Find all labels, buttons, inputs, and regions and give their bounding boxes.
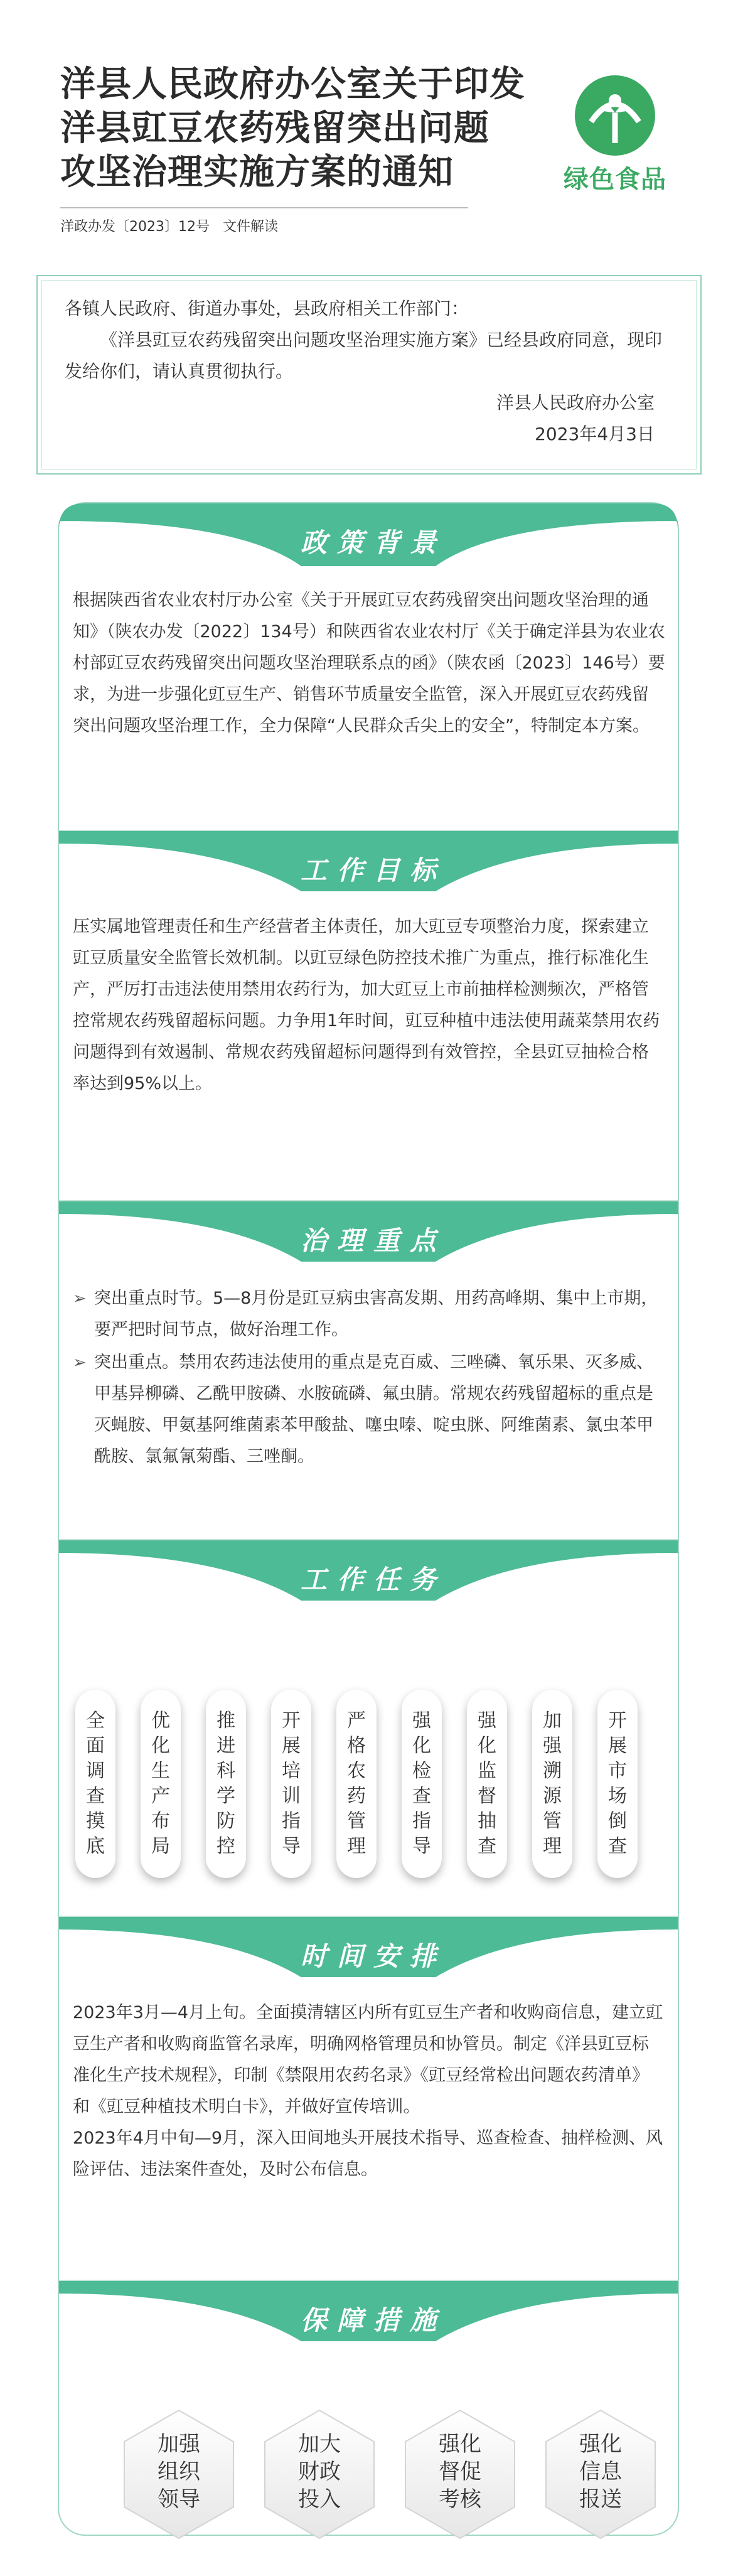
- measure-label-line: 领导: [158, 2487, 200, 2512]
- list-item: [73, 1283, 665, 1346]
- task-card-char: 导: [412, 1835, 431, 1857]
- task-card-char: 学: [217, 1785, 235, 1807]
- chevron-right-icon: ➢: [73, 1289, 87, 1308]
- notice-inner: [41, 280, 697, 470]
- section-banner: [59, 1201, 678, 1277]
- task-card: [467, 1690, 507, 1878]
- task-card-char: 严: [347, 1710, 366, 1732]
- title-line: 洋县豇豆农药残留突出问题: [60, 108, 489, 149]
- section-measures: [59, 2280, 678, 2531]
- measure-hexagon: [541, 2405, 660, 2543]
- measure-label-line: 考核: [439, 2487, 481, 2512]
- task-card-char: 强: [412, 1710, 431, 1732]
- measure-label: [260, 2430, 379, 2513]
- task-card-char: 导: [282, 1835, 301, 1857]
- section-focus: [59, 1200, 678, 1533]
- task-card-char: 查: [86, 1785, 105, 1807]
- section-title: 时间安排: [300, 1941, 446, 1972]
- task-card-char: 摸: [86, 1810, 105, 1832]
- focus-item-text: 突出重点时节。5—8月份是豇豆病虫害高发期、用药高峰期、集中上市期，要严把时间节点，做好治理工作。: [94, 1289, 658, 1339]
- section-banner: [59, 1917, 678, 1992]
- section-title: 工作任务: [300, 1564, 446, 1595]
- task-card-char: 开: [282, 1710, 301, 1732]
- task-card-char: 督: [478, 1785, 496, 1807]
- task-card-char: 全: [86, 1710, 105, 1732]
- measure-hexagon: [119, 2405, 238, 2543]
- measure-label-line: 财政: [298, 2459, 341, 2484]
- section-text: [73, 585, 665, 742]
- task-card-char: 查: [608, 1835, 627, 1857]
- task-card-char: 科: [217, 1760, 235, 1782]
- task-card-char: 产: [151, 1785, 170, 1807]
- task-card-char: 推: [217, 1710, 235, 1732]
- measure-label-line: 督促: [439, 2459, 481, 2484]
- task-card-char: 进: [217, 1735, 235, 1757]
- document-meta: [60, 207, 468, 235]
- section-tasks: [59, 1539, 678, 1909]
- task-card-char: 检: [412, 1760, 431, 1782]
- task-card-char: 格: [347, 1735, 366, 1757]
- task-card-char: 源: [543, 1785, 562, 1807]
- task-card-char: 面: [86, 1735, 105, 1757]
- task-card-char: 布: [151, 1810, 170, 1832]
- task-card-char: 农: [347, 1760, 366, 1782]
- task-card-char: 药: [347, 1785, 366, 1807]
- green-food-logo: [552, 75, 678, 201]
- page-header: [0, 0, 738, 251]
- title-line: 洋县人民政府办公室关于印发: [60, 64, 525, 105]
- task-card: [336, 1690, 377, 1878]
- measure-label-line: 信息: [579, 2459, 622, 2484]
- document-interpretation-link[interactable]: 文件解读: [222, 219, 278, 235]
- task-card-char: 抽: [478, 1810, 496, 1832]
- section-text: [73, 1997, 665, 2186]
- task-card-char: 局: [151, 1835, 170, 1857]
- task-card-char: 展: [282, 1735, 301, 1757]
- measure-label-line: 投入: [298, 2487, 341, 2512]
- section-title: 工作目标: [300, 855, 446, 886]
- section-background: [59, 503, 678, 817]
- section-title: 政策背景: [300, 527, 446, 558]
- task-card-char: 培: [282, 1760, 301, 1782]
- task-card-char: 防: [217, 1810, 235, 1832]
- task-card: [75, 1690, 115, 1878]
- measure-label-line: 强化: [439, 2432, 481, 2457]
- document-number: 洋政办发〔2023〕12号: [60, 219, 210, 235]
- notice-issuer: 洋县人民政府办公室: [496, 392, 655, 413]
- goals-paragraph: 压实属地管理责任和生产经营者主体责任，加大豇豆专项整治力度，探索建立豇豆质量安全监管长效机制。以豇豆绿色防控技术推广为重点，推行标准化生产，严厉打击违法使用禁用农药行为，加大豇豆上市前抽样检测频次，严格管控常规农药残留超标问题。力争用1年时间，豇豆种植中违法使用蔬菜禁用农药问题得到有效遏制、常规农药残留超标问题得到有效管控，全县豇豆抽检合格率达到95%以上。: [73, 917, 660, 1093]
- task-card-char: 管: [543, 1810, 562, 1832]
- section-banner: [59, 2281, 678, 2356]
- task-card-char: 溯: [543, 1760, 562, 1782]
- task-card-char: 生: [151, 1760, 170, 1782]
- measure-label: [400, 2430, 520, 2513]
- focus-list: [73, 1283, 665, 1474]
- task-card: [271, 1690, 311, 1878]
- measure-label-line: 报送: [579, 2487, 622, 2512]
- task-card-char: 展: [608, 1735, 627, 1757]
- measure-label-line: 强化: [579, 2432, 622, 2457]
- task-card-char: 市: [608, 1760, 627, 1782]
- task-card: [532, 1690, 572, 1878]
- schedule-paragraph: 2023年4月中旬—9月，深入田间地头开展技术指导、巡查检查、抽样检测、风险评估、违法案件查处，及时公布信息。: [73, 2128, 663, 2179]
- section-banner: [59, 831, 678, 906]
- task-card-char: 强: [543, 1735, 562, 1757]
- measure-hexagon: [260, 2405, 379, 2543]
- task-card: [402, 1690, 442, 1878]
- section-text: [73, 911, 665, 1100]
- page-title: [60, 63, 525, 195]
- task-card-char: 倒: [608, 1810, 627, 1832]
- measure-label-line: 加大: [298, 2432, 341, 2457]
- task-card: [206, 1690, 246, 1878]
- list-item: [73, 1347, 665, 1473]
- task-card-char: 训: [282, 1785, 301, 1807]
- chevron-right-icon: ➢: [73, 1353, 87, 1372]
- task-card-char: 开: [608, 1710, 627, 1732]
- task-card: [141, 1690, 181, 1878]
- task-card-char: 管: [347, 1810, 366, 1832]
- measure-label: [119, 2430, 238, 2513]
- measure-hexagon: [400, 2405, 520, 2543]
- section-goals: [59, 830, 678, 1194]
- task-card-char: 查: [478, 1835, 496, 1857]
- measure-label-line: 组织: [158, 2459, 200, 2484]
- task-card-char: 理: [543, 1835, 562, 1857]
- task-card-char: 理: [347, 1835, 366, 1857]
- schedule-paragraph: 2023年3月—4月上旬。全面摸清辖区内所有豇豆生产者和收购商信息，建立豇豆生产者和收购商监管名录库，明确网格管理员和协管员。制定《洋县豇豆标准化生产技术规程》，印制《禁限用农药名录》《豇豆经常检出问题农药清单》和《豇豆种植技术明白卡》，并做好宣传培训。: [73, 2003, 663, 2117]
- title-line: 攻坚治理实施方案的通知: [60, 152, 454, 193]
- task-card-char: 化: [478, 1735, 496, 1757]
- task-card-char: 底: [86, 1835, 105, 1857]
- task-card-char: 调: [86, 1760, 105, 1782]
- notice-salutation: 各镇人民政府、街道办事处，县政府相关工作部门：: [65, 298, 469, 319]
- section-title: 保障措施: [300, 2305, 446, 2336]
- focus-item-text: 突出重点。禁用农药违法使用的重点是克百威、三唑磷、氧乐果、灭多威、甲基异柳磷、乙酰甲胺磷、水胺硫磷、氟虫腈。常规农药残留超标的重点是灭蝇胺、甲氨基阿维菌素苯甲酸盐、噻虫嗪、啶虫脒、阿维菌素、氯虫苯甲酰胺、氯氟氰菊酯、三唑酮。: [94, 1353, 653, 1466]
- section-banner: [59, 503, 678, 579]
- task-card-char: 场: [608, 1785, 627, 1807]
- task-card-char: 化: [151, 1735, 170, 1757]
- task-card-char: 强: [478, 1710, 496, 1732]
- task-card: [597, 1690, 638, 1878]
- task-card-char: 指: [282, 1810, 301, 1832]
- task-cards: [75, 1690, 665, 1897]
- measure-label-line: 加强: [158, 2432, 200, 2457]
- green-food-logo-icon: [575, 75, 655, 156]
- task-card-char: 查: [412, 1785, 431, 1807]
- task-card-char: 化: [412, 1735, 431, 1757]
- content-frame: [58, 502, 679, 2536]
- task-card-char: 控: [217, 1835, 235, 1857]
- section-banner: [59, 1540, 678, 1616]
- task-card-char: 优: [151, 1710, 170, 1732]
- section-schedule: [59, 1916, 678, 2267]
- notice-date: 2023年4月3日: [535, 424, 655, 444]
- section-title: 治理重点: [300, 1225, 446, 1256]
- task-card-char: 监: [478, 1760, 496, 1782]
- notice-body: 《洋县豇豆农药残留突出问题攻坚治理实施方案》已经县政府同意，现印发给你们，请认真贯彻执行。: [65, 330, 663, 382]
- task-card-char: 加: [543, 1710, 562, 1732]
- logo-text: 绿色食品: [564, 165, 666, 194]
- background-paragraph: 根据陕西省农业农村厅办公室《关于开展豇豆农药残留突出问题攻坚治理的通知》（陕农办发〔2022〕134号）和陕西省农业农村厅《关于确定洋县为农业农村部豇豆农药残留突出问题攻坚治理联系点的函》（陕农函〔2023〕146号）要求，为进一步强化豇豆生产、销售环节质量安全监管，深入开展豇豆农药残留突出问题攻坚治理工作，全力保障“人民群众舌尖上的安全”，特制定本方案。: [73, 591, 665, 736]
- measure-label: [541, 2430, 660, 2513]
- notice-box: [36, 275, 702, 475]
- measure-hexagons: [59, 2405, 678, 2568]
- task-card-char: 指: [412, 1810, 431, 1832]
